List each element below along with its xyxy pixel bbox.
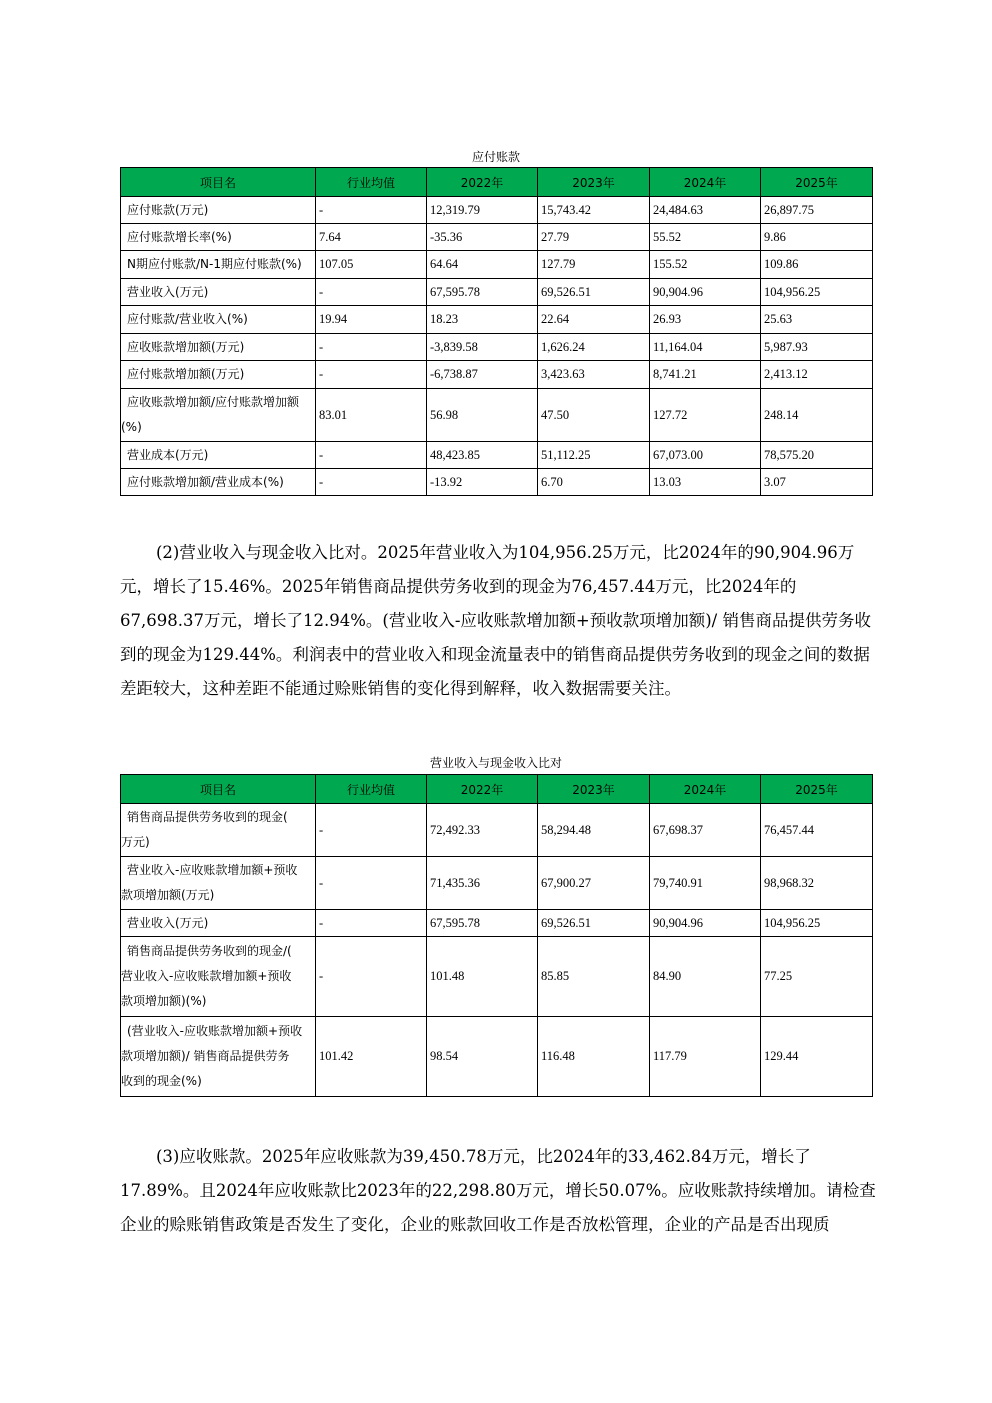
table-row (121, 857, 873, 910)
cell-value: 117.79 (650, 1017, 761, 1097)
row-label-line: 营业收入-应收账款增加额+预收 (127, 863, 298, 877)
column-header: 2023年 (538, 168, 650, 197)
table-row (121, 937, 873, 1017)
cell-value: 58,294.48 (538, 804, 650, 857)
cell-value: 64.64 (427, 251, 538, 279)
cell-value: 104,956.25 (761, 279, 873, 306)
cell-value: 15,743.42 (538, 197, 650, 224)
cell-value: 1,626.24 (538, 334, 650, 361)
cell-value: 129.44 (761, 1017, 873, 1097)
row-label-line: 销售商品提供劳务收到的现金/( (127, 944, 292, 958)
table-header-row (121, 775, 873, 804)
cell-value: 83.01 (316, 389, 427, 442)
table-row (121, 442, 873, 469)
cell-value: 55.52 (650, 224, 761, 251)
cell-value: 67,073.00 (650, 442, 761, 469)
cell-value: 127.72 (650, 389, 761, 442)
cell-value: 67,595.78 (427, 279, 538, 306)
column-header: 2023年 (538, 775, 650, 804)
cell-value: -3,839.58 (427, 334, 538, 361)
row-label-line: (营业收入-应收账款增加额+预收 (127, 1024, 303, 1038)
cell-value: 69,526.51 (538, 910, 650, 937)
column-header: 行业均值 (316, 775, 427, 804)
cell-value: 9.86 (761, 224, 873, 251)
cell-value: 72,492.33 (427, 804, 538, 857)
table-row (121, 251, 873, 279)
table-row (121, 224, 873, 251)
table-row (121, 389, 873, 442)
column-header: 2024年 (650, 168, 761, 197)
cell-value: - (316, 279, 427, 306)
cell-value: 79,740.91 (650, 857, 761, 910)
table-row (121, 334, 873, 361)
paragraph-accounts-receivable: (3)应收账款。2025年应收账款为39,450.78万元，比2024年的33,462.84万元，增长了17.89%。且2024年应收账款比2023年的22,298.80万元，增长50.07%。应收账款持续增加。请检查企业的赊账销售政策是否发生了变化，企业的账款回收工作是否放松管理，企业的产品是否出现质 (120, 1147, 876, 1234)
cell-value: 56.98 (427, 389, 538, 442)
cell-value: 77.25 (761, 937, 873, 1017)
table2-caption: 营业收入与现金收入比对 (429, 756, 562, 770)
cell-value: 155.52 (650, 251, 761, 279)
cell-value: 18.23 (427, 306, 538, 334)
cell-value: 85.85 (538, 937, 650, 1017)
row-label-line: 应收账款增加额/应付账款增加额 (127, 395, 300, 409)
cell-value: 90,904.96 (650, 279, 761, 306)
cell-value: 22.64 (538, 306, 650, 334)
table-row (121, 361, 873, 389)
cell-value: 67,698.37 (650, 804, 761, 857)
cell-value: - (316, 197, 427, 224)
cell-value: 27.79 (538, 224, 650, 251)
cell-value: 12,319.79 (427, 197, 538, 224)
cell-value: 109.86 (761, 251, 873, 279)
row-label (121, 857, 316, 910)
cell-value: -35.36 (427, 224, 538, 251)
cell-value: 3,423.63 (538, 361, 650, 389)
row-label: 应付账款(万元) (121, 197, 316, 224)
cell-value: 3.07 (761, 469, 873, 496)
row-label-line: 款项增加额)/ 销售商品提供劳务 (121, 1049, 290, 1063)
cell-value: 116.48 (538, 1017, 650, 1097)
table-row (121, 804, 873, 857)
cell-value: 76,457.44 (761, 804, 873, 857)
cell-value: 26.93 (650, 306, 761, 334)
row-label-line: 万元) (121, 835, 150, 849)
column-header: 2024年 (650, 775, 761, 804)
cell-value: 25.63 (761, 306, 873, 334)
table-row (121, 1017, 873, 1097)
cell-value: - (316, 334, 427, 361)
cell-value: 90,904.96 (650, 910, 761, 937)
row-label-line: 款项增加额)(%) (121, 994, 207, 1008)
cell-value: - (316, 804, 427, 857)
row-label-line: 营业收入-应收账款增加额+预收 (121, 969, 292, 983)
cell-value: 248.14 (761, 389, 873, 442)
row-label: 应付账款/营业收入(%) (121, 306, 316, 334)
table-row (121, 197, 873, 224)
cell-value: 48,423.85 (427, 442, 538, 469)
cell-value: 5,987.93 (761, 334, 873, 361)
row-label: 应收账款增加额(万元) (121, 334, 316, 361)
cell-value: 69,526.51 (538, 279, 650, 306)
cell-value: 101.42 (316, 1017, 427, 1097)
cell-value: 104,956.25 (761, 910, 873, 937)
cell-value: 2,413.12 (761, 361, 873, 389)
cell-value: 71,435.36 (427, 857, 538, 910)
row-label-line: (%) (121, 420, 142, 434)
column-header: 行业均值 (316, 168, 427, 197)
table-header-row (121, 168, 873, 197)
row-label-line: 收到的现金(%) (121, 1074, 202, 1088)
cell-value: 19.94 (316, 306, 427, 334)
table-row (121, 279, 873, 306)
row-label (121, 937, 316, 1017)
cell-value: 11,164.04 (650, 334, 761, 361)
cell-value: 67,595.78 (427, 910, 538, 937)
revenue-cash-comparison-table (120, 774, 873, 1097)
row-label: N期应付账款/N-1期应付账款(%) (121, 251, 316, 279)
row-label (121, 804, 316, 857)
cell-value: 8,741.21 (650, 361, 761, 389)
cell-value: -13.92 (427, 469, 538, 496)
column-header: 2022年 (427, 168, 538, 197)
row-label: 营业成本(万元) (121, 442, 316, 469)
cell-value: -6,738.87 (427, 361, 538, 389)
cell-value: - (316, 469, 427, 496)
table-row (121, 910, 873, 937)
column-header: 项目名 (121, 168, 316, 197)
column-header: 2022年 (427, 775, 538, 804)
cell-value: - (316, 910, 427, 937)
accounts-payable-table (120, 167, 873, 496)
column-header: 2025年 (761, 168, 873, 197)
cell-value: 84.90 (650, 937, 761, 1017)
row-label: 应付账款增长率(%) (121, 224, 316, 251)
row-label (121, 389, 316, 442)
cell-value: 47.50 (538, 389, 650, 442)
cell-value: 78,575.20 (761, 442, 873, 469)
cell-value: - (316, 361, 427, 389)
row-label: 营业收入(万元) (121, 279, 316, 306)
row-label-line: 款项增加额(万元) (121, 888, 215, 902)
cell-value: 26,897.75 (761, 197, 873, 224)
column-header: 2025年 (761, 775, 873, 804)
row-label: 应付账款增加额(万元) (121, 361, 316, 389)
column-header: 项目名 (121, 775, 316, 804)
row-label: 营业收入(万元) (121, 910, 316, 937)
row-label-line: 销售商品提供劳务收到的现金( (127, 810, 288, 824)
cell-value: 6.70 (538, 469, 650, 496)
cell-value: 7.64 (316, 224, 427, 251)
cell-value: 101.48 (427, 937, 538, 1017)
table-row (121, 469, 873, 496)
cell-value: 13.03 (650, 469, 761, 496)
table-row (121, 306, 873, 334)
cell-value: - (316, 442, 427, 469)
row-label: 应付账款增加额/营业成本(%) (121, 469, 316, 496)
cell-value: 98.54 (427, 1017, 538, 1097)
cell-value: 127.79 (538, 251, 650, 279)
paragraph-revenue-vs-cash: (2)营业收入与现金收入比对。2025年营业收入为104,956.25万元，比2024年的90,904.96万元，增长了15.46%。2025年销售商品提供劳务收到的现金为76,457.44万元，比2024年的67,698.37万元，增长了12.94%。(营业收入-应收账款增加额+预收款项增加额)/ 销售商品提供劳务收到的现金为129.44%。利润表中的营业收入和现金流量表中的销售商品提供劳务收到的现金之间的数据差距较大，这种差距不能通过赊账销售的变化得到解释，收入数据需要关注。 (120, 543, 871, 698)
cell-value: - (316, 937, 427, 1017)
cell-value: 98,968.32 (761, 857, 873, 910)
cell-value: - (316, 857, 427, 910)
table1-caption: 应付账款 (471, 150, 520, 164)
cell-value: 51,112.25 (538, 442, 650, 469)
cell-value: 67,900.27 (538, 857, 650, 910)
row-label (121, 1017, 316, 1097)
cell-value: 107.05 (316, 251, 427, 279)
cell-value: 24,484.63 (650, 197, 761, 224)
